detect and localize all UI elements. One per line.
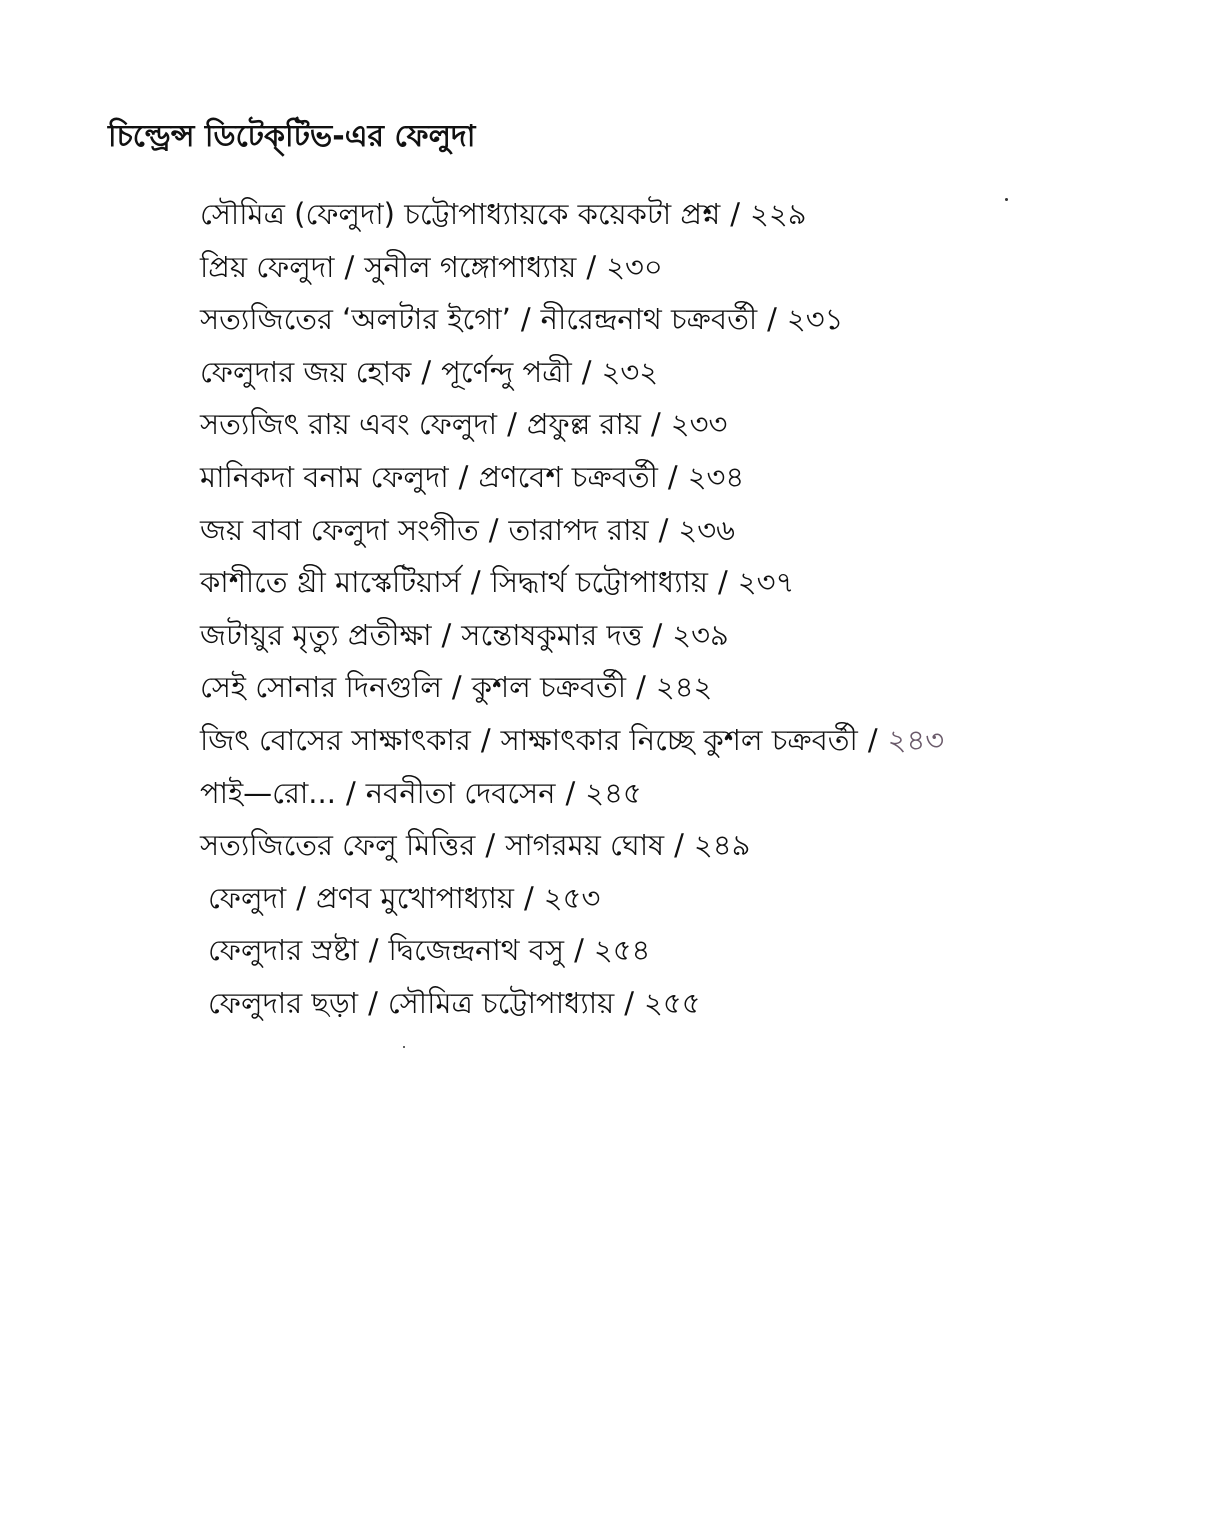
toc-entry bbox=[200, 241, 944, 294]
separator: / bbox=[658, 512, 669, 547]
toc-entry bbox=[200, 504, 944, 557]
separator: / bbox=[368, 985, 378, 1020]
toc-entry bbox=[200, 451, 944, 504]
entry-title: মানিকদা বনাম ফেলুদা bbox=[200, 459, 449, 494]
entry-page: ২৩৭ bbox=[737, 565, 795, 600]
toc-entry bbox=[200, 609, 944, 662]
toc-entry bbox=[200, 188, 944, 241]
entry-title: সত্যজিতের ‘অলটার ইগো’ bbox=[200, 302, 511, 337]
separator: / bbox=[574, 933, 584, 968]
scan-speck bbox=[403, 1046, 405, 1048]
separator: / bbox=[767, 302, 777, 337]
separator: / bbox=[296, 880, 306, 915]
entry-author: সিদ্ধার্থ চট্টোপাধ্যায় bbox=[490, 565, 708, 600]
toc-entry bbox=[208, 872, 944, 925]
entry-page: ২৩১ bbox=[786, 302, 844, 337]
separator: / bbox=[730, 197, 741, 231]
entry-author: নবনীতা দেবসেন bbox=[365, 775, 556, 810]
entry-page: ২২৯ bbox=[750, 197, 807, 231]
separator: / bbox=[458, 459, 469, 494]
toc-entry bbox=[200, 819, 944, 872]
section-title: চিল্ড্রেন্স ডিটেক্‌টিভ-এর ফেলুদা bbox=[108, 119, 476, 154]
separator: / bbox=[624, 985, 635, 1020]
separator: / bbox=[345, 775, 356, 810]
entry-author: সন্তোষকুমার দত্ত bbox=[461, 617, 643, 652]
entry-author: দ্বিজেন্দ্রনাথ বসু bbox=[388, 933, 565, 968]
separator: / bbox=[717, 565, 728, 600]
separator: / bbox=[867, 722, 878, 757]
entry-author: সুনীল গঙ্গোপাধ্যায় bbox=[364, 249, 577, 284]
entry-title: সেই সোনার দিনগুলি bbox=[200, 670, 442, 705]
entry-title: জয় বাবা ফেলুদা সংগীত bbox=[200, 512, 479, 547]
entry-author: সাক্ষাৎকার নিচ্ছে কুশল চক্রবর্তী bbox=[500, 722, 858, 757]
entry-title: ফেলুদার জয় হোক bbox=[200, 354, 412, 389]
entry-title: ফেলুদার ছড়া bbox=[208, 985, 359, 1020]
entry-title: পাই—রো... bbox=[200, 775, 336, 810]
separator: / bbox=[421, 354, 432, 389]
table-of-contents bbox=[200, 188, 944, 1030]
toc-entry bbox=[208, 924, 944, 977]
separator: / bbox=[667, 459, 678, 494]
entry-page: ২৩৩ bbox=[670, 407, 728, 442]
entry-title: জিৎ বোসের সাক্ষাৎকার bbox=[200, 722, 471, 757]
separator: / bbox=[524, 880, 534, 915]
entry-title: জটায়ুর মৃত্যু প্রতীক্ষা bbox=[200, 617, 432, 652]
entry-author: পূর্ণেন্দু পত্রী bbox=[441, 354, 572, 389]
entry-author: প্রণবেশ চক্রবর্তী bbox=[478, 459, 658, 494]
scan-speck bbox=[1005, 198, 1008, 201]
separator: / bbox=[507, 407, 517, 442]
entry-page: ২৪২ bbox=[655, 670, 713, 705]
entry-title: প্রিয় ফেলুদা bbox=[200, 249, 335, 284]
separator: / bbox=[368, 933, 379, 968]
separator: / bbox=[441, 617, 452, 652]
entry-title: ফেলুদার স্রষ্টা bbox=[208, 933, 359, 968]
entry-author: প্রণব মুখোপাধ্যায় bbox=[316, 880, 515, 915]
separator: / bbox=[652, 617, 663, 652]
entry-page: ২৩৯ bbox=[672, 617, 729, 652]
toc-entry bbox=[200, 714, 944, 767]
separator: / bbox=[480, 722, 491, 757]
entry-page: ২৫৩ bbox=[543, 880, 601, 915]
toc-entry bbox=[200, 346, 944, 399]
entry-page: ২৪৯ bbox=[693, 828, 751, 863]
toc-entry bbox=[200, 398, 944, 451]
entry-author: নীরেন্দ্রনাথ চক্রবর্তী bbox=[540, 302, 758, 337]
separator: / bbox=[488, 512, 499, 547]
separator: / bbox=[470, 565, 481, 600]
entry-author: কুশল চক্রবর্তী bbox=[471, 670, 627, 705]
entry-title: ফেলুদা bbox=[208, 880, 287, 915]
entry-author: তারাপদ রায় bbox=[508, 512, 649, 547]
entry-page: ২৪৩ bbox=[887, 722, 945, 757]
entry-page: ২৩০ bbox=[606, 249, 663, 284]
entry-page: ২৩৬ bbox=[678, 512, 735, 547]
separator: / bbox=[451, 670, 462, 705]
separator: / bbox=[581, 354, 592, 389]
toc-entry bbox=[200, 767, 944, 820]
entry-page: ২৩২ bbox=[601, 354, 659, 389]
separator: / bbox=[674, 828, 684, 863]
entry-author: প্রফুল্ল রায় bbox=[526, 407, 641, 442]
separator: / bbox=[485, 828, 496, 863]
toc-entry bbox=[200, 661, 944, 714]
entry-title: সত্যজিতের ফেলু মিত্তির bbox=[200, 828, 476, 863]
toc-entry bbox=[208, 977, 944, 1030]
entry-page: ২৫৪ bbox=[593, 933, 651, 968]
entry-title: সৌমিত্র (ফেলুদা) চট্টোপাধ্যায়কে কয়েকটা প্রশ্ন bbox=[200, 197, 721, 231]
separator: / bbox=[344, 249, 355, 284]
separator: / bbox=[651, 407, 661, 442]
entry-author: সৌমিত্র চট্টোপাধ্যায় bbox=[387, 985, 615, 1020]
entry-page: ২৪৫ bbox=[585, 775, 642, 810]
toc-entry bbox=[200, 293, 944, 346]
entry-page: ২৩৪ bbox=[687, 459, 745, 494]
entry-title: কাশীতে থ্রী মাস্কেটিয়ার্স bbox=[200, 565, 461, 600]
separator: / bbox=[520, 302, 531, 337]
entry-author: সাগরময় ঘোষ bbox=[505, 828, 665, 863]
separator: / bbox=[565, 775, 576, 810]
separator: / bbox=[586, 249, 597, 284]
entry-page: ২৫৫ bbox=[644, 985, 701, 1020]
entry-title: সত্যজিৎ রায় এবং ফেলুদা bbox=[200, 407, 498, 442]
toc-entry bbox=[200, 556, 944, 609]
separator: / bbox=[636, 670, 646, 705]
